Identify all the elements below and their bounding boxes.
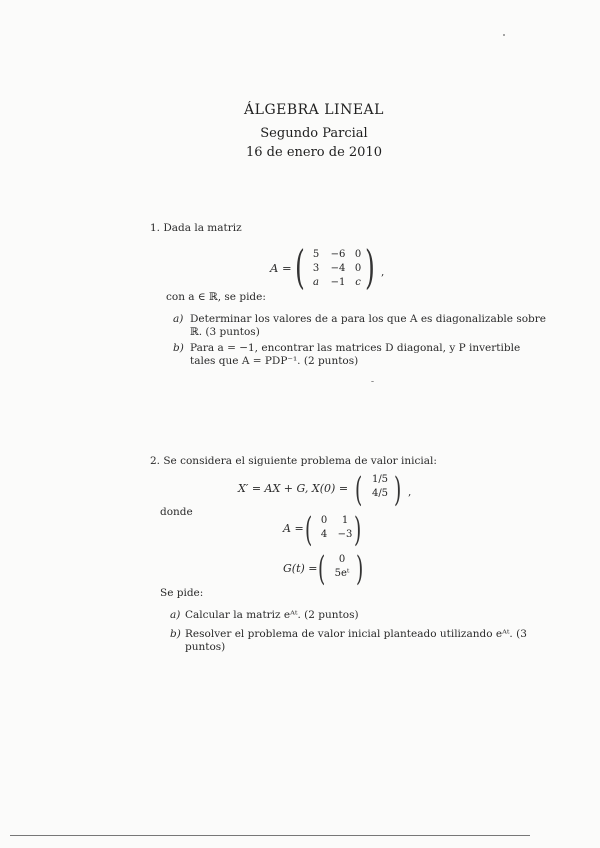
g-vector-entry: 5eᵗ	[334, 568, 350, 579]
item-text: Calcular la matriz eᴬᵗ. (2 puntos)	[185, 609, 359, 621]
x0-entry: 1/5	[371, 474, 389, 485]
a-matrix-left-paren: (	[305, 510, 313, 550]
equation-trailing-comma: ,	[408, 486, 412, 498]
ivp-equation: X′ = AX + G, X(0) =	[238, 482, 349, 495]
item-text-line2: puntos)	[185, 641, 226, 653]
g-vector-entry: 0	[338, 554, 346, 565]
a-matrix-label: A =	[283, 522, 304, 535]
donde-label: donde	[160, 506, 193, 518]
a-matrix-cell: −3	[337, 529, 353, 540]
g-vector-left-paren: (	[318, 549, 326, 589]
item-label: a)	[173, 313, 184, 325]
g-vector-right-paren: )	[356, 549, 364, 589]
matrix-cell: 5	[312, 249, 320, 260]
x0-left-paren: (	[355, 470, 363, 510]
g-vector-label: G(t) =	[283, 562, 318, 575]
document-date: 16 de enero de 2010	[246, 145, 382, 160]
a-matrix-cell: 0	[320, 515, 328, 526]
item-text-line2: tales que A = PDP⁻¹. (2 puntos)	[190, 355, 359, 367]
matrix-cell: a	[313, 277, 319, 288]
matrix-cell: 3	[312, 263, 320, 274]
item-label: a)	[170, 609, 181, 621]
matrix-cell: c	[355, 277, 361, 288]
document-title: ÁLGEBRA LINEAL	[244, 102, 384, 118]
matrix-a-label: A =	[270, 261, 292, 275]
problem2-intro: 2. Se considera el siguiente problema de valor inicial:	[150, 455, 437, 467]
se-pide-label: Se pide:	[160, 587, 204, 599]
matrix-cell: −6	[330, 249, 346, 260]
item-text-line1: Resolver el problema de valor inicial planteado utilizando eᴬᵗ. (3	[185, 628, 527, 640]
item-text-line1: Determinar los valores de a para los que A es diagonalizable sobre	[190, 313, 546, 325]
item-label: b)	[170, 628, 181, 640]
matrix-right-paren: )	[365, 240, 375, 294]
a-matrix-right-paren: )	[354, 510, 362, 550]
scan-bottom-edge-line	[10, 835, 530, 836]
matrix-cell: 0	[354, 249, 362, 260]
scan-speck	[503, 34, 505, 36]
item-label: b)	[173, 342, 184, 354]
a-matrix-cell: 4	[320, 529, 328, 540]
item-text-line2: ℝ. (3 puntos)	[190, 326, 260, 338]
matrix-cell: 0	[354, 263, 362, 274]
a-matrix-cell: 1	[341, 515, 349, 526]
matrix-trailing-comma: ,	[381, 266, 385, 278]
item-text-line1: Para a = −1, encontrar las matrices D diagonal, y P invertible	[190, 342, 521, 354]
matrix-left-paren: (	[295, 240, 305, 294]
problem1-condition: con a ∈ ℝ, se pide:	[166, 291, 266, 303]
x0-right-paren: )	[394, 470, 402, 510]
matrix-cell: −1	[330, 277, 346, 288]
problem1-intro: 1. Dada la matriz	[150, 222, 242, 234]
document-subtitle: Segundo Parcial	[260, 126, 368, 141]
scan-speck	[371, 381, 374, 382]
x0-entry: 4/5	[371, 488, 389, 499]
matrix-cell: −4	[330, 263, 346, 274]
